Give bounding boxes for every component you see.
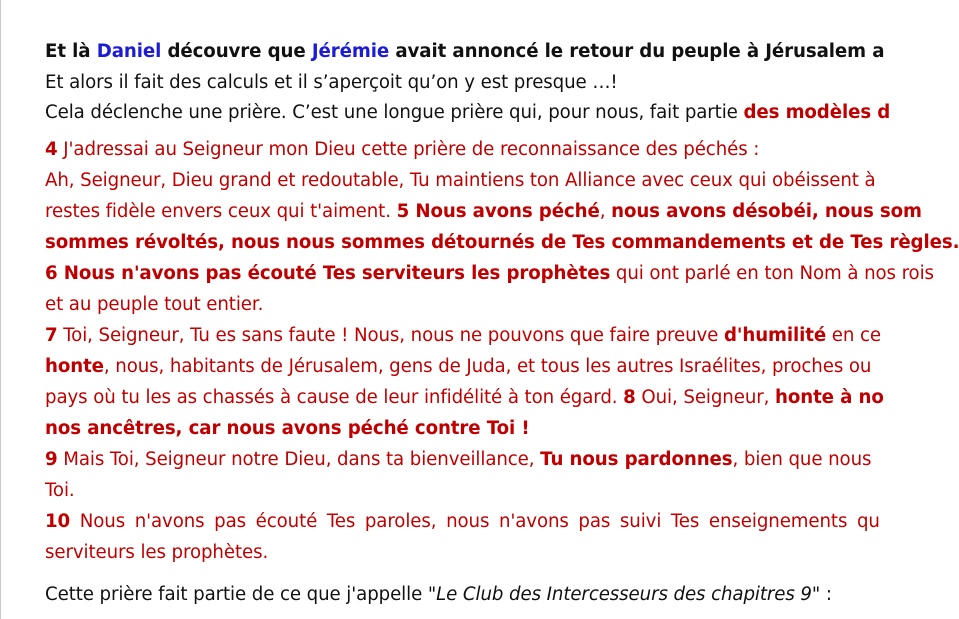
intro-line-1 [45,36,885,68]
club-title: Le Club des Intercesseurs des chapitres 9 [436,584,812,605]
passage-line-6: et au peuple tout entier. [45,294,264,315]
verse-number: 7 [45,325,58,346]
intro-text: découvre que [161,41,312,62]
page-left-edge [0,0,1,619]
emphasis-text: honte [45,356,104,377]
intro-text: Cela déclenche une prière. C’est une longue prière qui, pour nous, fait partie [45,102,744,123]
passage-line-4: sommes révoltés, nous nous sommes détournés de Tes commandements et de Tes règles. [45,232,959,253]
verse-6-emphasis: 6 Nous n'avons pas écouté Tes serviteurs les prophètes [45,263,611,284]
verse-word: suivi [619,511,662,532]
verse-text: qui ont parlé en ton Nom à nos rois [610,263,934,284]
emphasis-text: des modèles d [743,102,891,123]
verse-9-line [45,444,880,475]
emphasis-text: honte à no [775,387,884,408]
verse-word: n'avons [498,511,569,532]
name-daniel: Daniel [96,41,162,62]
verse-word: enseignements [708,511,848,532]
verse-text: Toi, Seigneur, Tu es sans faute ! Nous, nous ne pouvons que faire preuve [57,325,724,346]
verse-5-emphasis: nous avons désobéi, nous som [611,201,922,222]
intro-text: avait annoncé le retour du peuple à Jérusalem a [389,41,885,62]
intro-text: Et là [45,41,97,62]
verse-text: , nous, habitants de Jérusalem, gens de Juda, et tous les autres Israélites, proches ou [103,356,872,377]
verse-text: , [599,201,612,222]
verse-word: n'avons [134,511,205,532]
verse-6-line [45,258,934,289]
outro-line [45,579,880,610]
emphasis-text: Tu nous pardonnes [540,449,733,470]
verse-word: Tes [326,511,356,532]
verse-number: 9 [45,449,58,470]
verse-number: 4 [45,139,58,160]
emphasis-text: d'humilité [723,325,827,346]
verse-word: Tes [670,511,700,532]
verse-5-emphasis: 5 Nous avons péché [396,201,600,222]
intro-line-3 [45,98,891,128]
passage-line-12: Toi. [45,480,75,501]
passage-line-8 [45,351,880,382]
verse-text: Mais Toi, Seigneur notre Dieu, dans ta bienveillance, [57,449,541,470]
passage-line-2: Ah, Seigneur, Dieu grand et redoutable, Tu maintiens ton Alliance avec ceux qui obéissent à [45,170,876,191]
verse-4-line [45,134,880,165]
outro-text: Cette prière fait partie de ce que j'appelle " [45,584,437,605]
intro-line-2: Et alors il fait des calculs et il s’aperçoit qu’on y est presque …! [45,72,618,93]
verse-text: J'adressai au Seigneur mon Dieu cette prière de reconnaissance des péchés : [57,139,760,160]
outro-text: " : [811,584,832,605]
verse-text: Oui, Seigneur, [635,387,775,408]
verse-7-line [45,320,880,351]
verse-10-line [45,506,880,537]
verse-number: 10 [45,511,71,532]
verse-text: , bien que nous [732,449,872,470]
passage-line-14: serviteurs les prophètes. [45,542,269,563]
verse-word: Nous [79,511,126,532]
verse-word: pas [214,511,247,532]
verse-word: qu [856,511,880,532]
passage-line-3 [45,196,922,227]
passage-line-10: nos ancêtres, car nous avons péché contre Toi ! [45,418,530,439]
name-jeremie: Jérémie [311,41,390,62]
verse-word: pas [578,511,611,532]
verse-text: en ce [826,325,881,346]
document-page [45,36,959,610]
verse-word: nous [446,511,490,532]
passage-line-9 [45,382,884,413]
verse-text: pays où tu les as chassés à cause de leur infidélité à ton égard. [45,387,624,408]
verse-word: écouté [255,511,318,532]
verse-number: 8 [623,387,636,408]
verse-text: restes fidèle envers ceux qui t'aiment. [45,201,397,222]
verse-word: paroles, [364,511,437,532]
